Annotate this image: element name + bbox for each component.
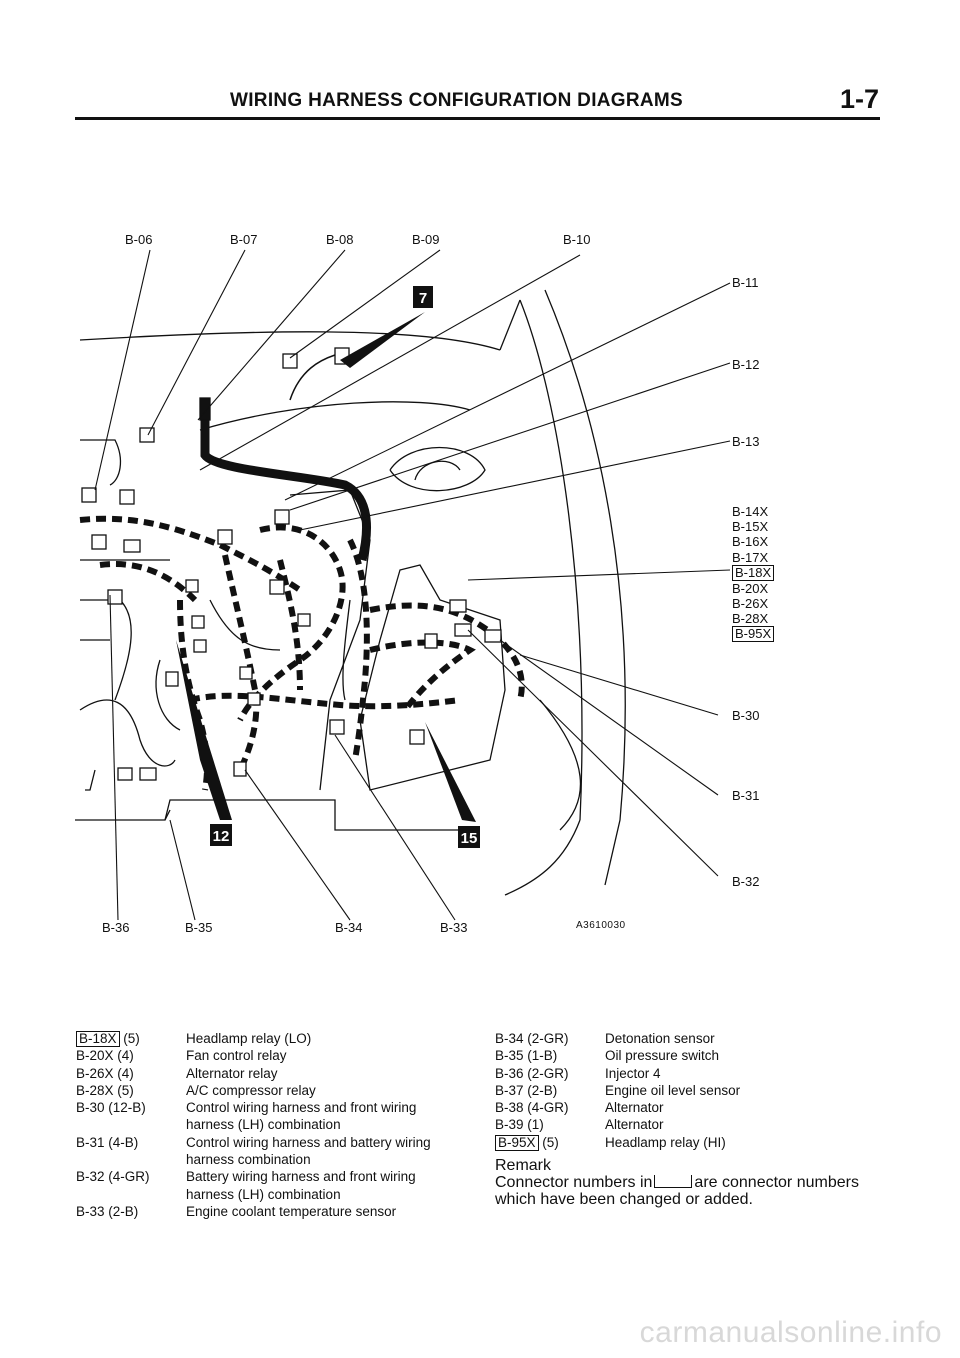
legend-code: B-36 (2-GR): [495, 1065, 569, 1081]
legend-pins: (5): [119, 1031, 140, 1046]
legend-desc: Oil pressure switch: [605, 1048, 720, 1064]
legend-row: [76, 1065, 476, 1082]
view-marker-15: 15: [460, 830, 478, 847]
legend-code: B-26X (4): [76, 1065, 134, 1081]
callout-label-boxed: B-95X: [732, 626, 774, 642]
callout-label: B-13: [732, 434, 760, 449]
callout-label: B-36: [102, 920, 130, 935]
legend-left: [76, 1030, 476, 1220]
callout-label: B-20X: [732, 580, 769, 596]
legend-row: [76, 1203, 476, 1220]
blank-box-symbol: [654, 1175, 692, 1188]
figure-code: A3610030: [576, 920, 626, 931]
remark-text: Connector numbers in: [495, 1174, 653, 1192]
legend-row: [76, 1047, 476, 1064]
legend-row: [495, 1030, 895, 1047]
legend-desc: Alternator: [605, 1117, 664, 1133]
callout-label: B-14X: [732, 504, 769, 519]
legend-code: B-32 (4-GR): [76, 1169, 150, 1185]
callout-label: B-34: [335, 920, 363, 935]
callout-label: B-17X: [732, 549, 769, 565]
callout-label: B-06: [125, 232, 153, 247]
legend-row: [76, 1082, 476, 1099]
view-marker-12: 12: [212, 828, 230, 845]
legend-row: [495, 1082, 895, 1099]
legend-code: B-20X (4): [76, 1048, 134, 1064]
callout-label: B-08: [326, 232, 354, 247]
legend-row: [76, 1168, 476, 1203]
legend-code: B-39 (1): [495, 1117, 544, 1133]
legend-row: [495, 1116, 895, 1133]
callout-label-boxed: B-18X: [732, 565, 774, 581]
legend-row: [76, 1099, 476, 1134]
page-number: 1-7: [840, 84, 880, 114]
view-arrows: [176, 312, 476, 822]
remark: [495, 1157, 895, 1208]
watermark: carmanualsonline.info: [639, 1316, 942, 1349]
callout-label: B-32: [732, 874, 760, 889]
remark-title: Remark: [495, 1157, 552, 1175]
legend-code: B-33 (2-B): [76, 1203, 139, 1219]
callout-label: B-09: [412, 232, 440, 247]
legend-desc: Engine oil level sensor: [605, 1082, 741, 1098]
connectors: [82, 348, 501, 780]
legend-desc: Detonation sensor: [605, 1031, 715, 1046]
legend-code: B-18X: [76, 1031, 120, 1047]
legend-desc: A/C compressor relay: [186, 1082, 316, 1098]
legend-desc: Control wiring harness and front wiring harness (LH) combination: [186, 1100, 417, 1133]
remark-text: which have been changed or added.: [495, 1191, 753, 1209]
legend-desc: Headlamp relay (HI): [605, 1134, 726, 1150]
legend-desc: Engine coolant temperature sensor: [186, 1203, 397, 1219]
legend-code: B-28X (5): [76, 1082, 134, 1098]
legend-desc: Control wiring harness and battery wiring harness combination: [186, 1134, 431, 1168]
legend-row: [495, 1047, 895, 1064]
callout-label: B-16X: [732, 534, 769, 550]
legend-code: B-30 (12-B): [76, 1100, 146, 1116]
callout-label: B-11: [732, 275, 759, 290]
callout-label: B-07: [230, 232, 258, 247]
legend-desc: Alternator: [605, 1100, 664, 1116]
legend-code: B-38 (4-GR): [495, 1100, 569, 1116]
legend-code: B-95X: [495, 1135, 539, 1151]
legend-right: [495, 1030, 895, 1208]
page-title: WIRING HARNESS CONFIGURATION DIAGRAMS: [230, 90, 684, 111]
legend-desc: Fan control relay: [186, 1048, 287, 1064]
legend-desc: Battery wiring harness and front wiring harness (LH) combination: [186, 1169, 416, 1202]
callout-label: B-33: [440, 920, 468, 935]
callout-group: [732, 504, 774, 642]
callout-label: B-30: [732, 708, 760, 723]
legend-pins: (5): [538, 1134, 559, 1150]
legend-desc: Headlamp relay (LO): [186, 1031, 312, 1046]
callout-label: B-10: [563, 232, 591, 247]
callout-label: B-15X: [732, 519, 769, 535]
callout-label: B-35: [185, 920, 213, 935]
callout-label: B-31: [732, 788, 760, 803]
view-marker-7: 7: [418, 290, 428, 307]
legend-row: [76, 1134, 476, 1169]
legend-row: [495, 1134, 895, 1151]
legend-code: B-31 (4-B): [76, 1134, 139, 1150]
legend-row: [76, 1030, 476, 1047]
legend-desc: Injector 4: [605, 1065, 661, 1081]
legend-code: B-35 (1-B): [495, 1048, 558, 1064]
callout-label: B-28X: [732, 611, 769, 627]
legend-desc: Alternator relay: [186, 1065, 278, 1081]
legend-row: [495, 1099, 895, 1116]
callout-label: B-12: [732, 357, 760, 372]
remark-text: are connector numbers: [694, 1174, 859, 1192]
engine-outline: [75, 290, 625, 895]
wiring-harness: [80, 355, 522, 790]
legend-code: B-34 (2-GR): [495, 1031, 569, 1046]
callout-label: B-26X: [732, 596, 769, 612]
view-marker-boxes: [210, 286, 480, 848]
legend-code: B-37 (2-B): [495, 1082, 558, 1098]
legend-row: [495, 1065, 895, 1082]
